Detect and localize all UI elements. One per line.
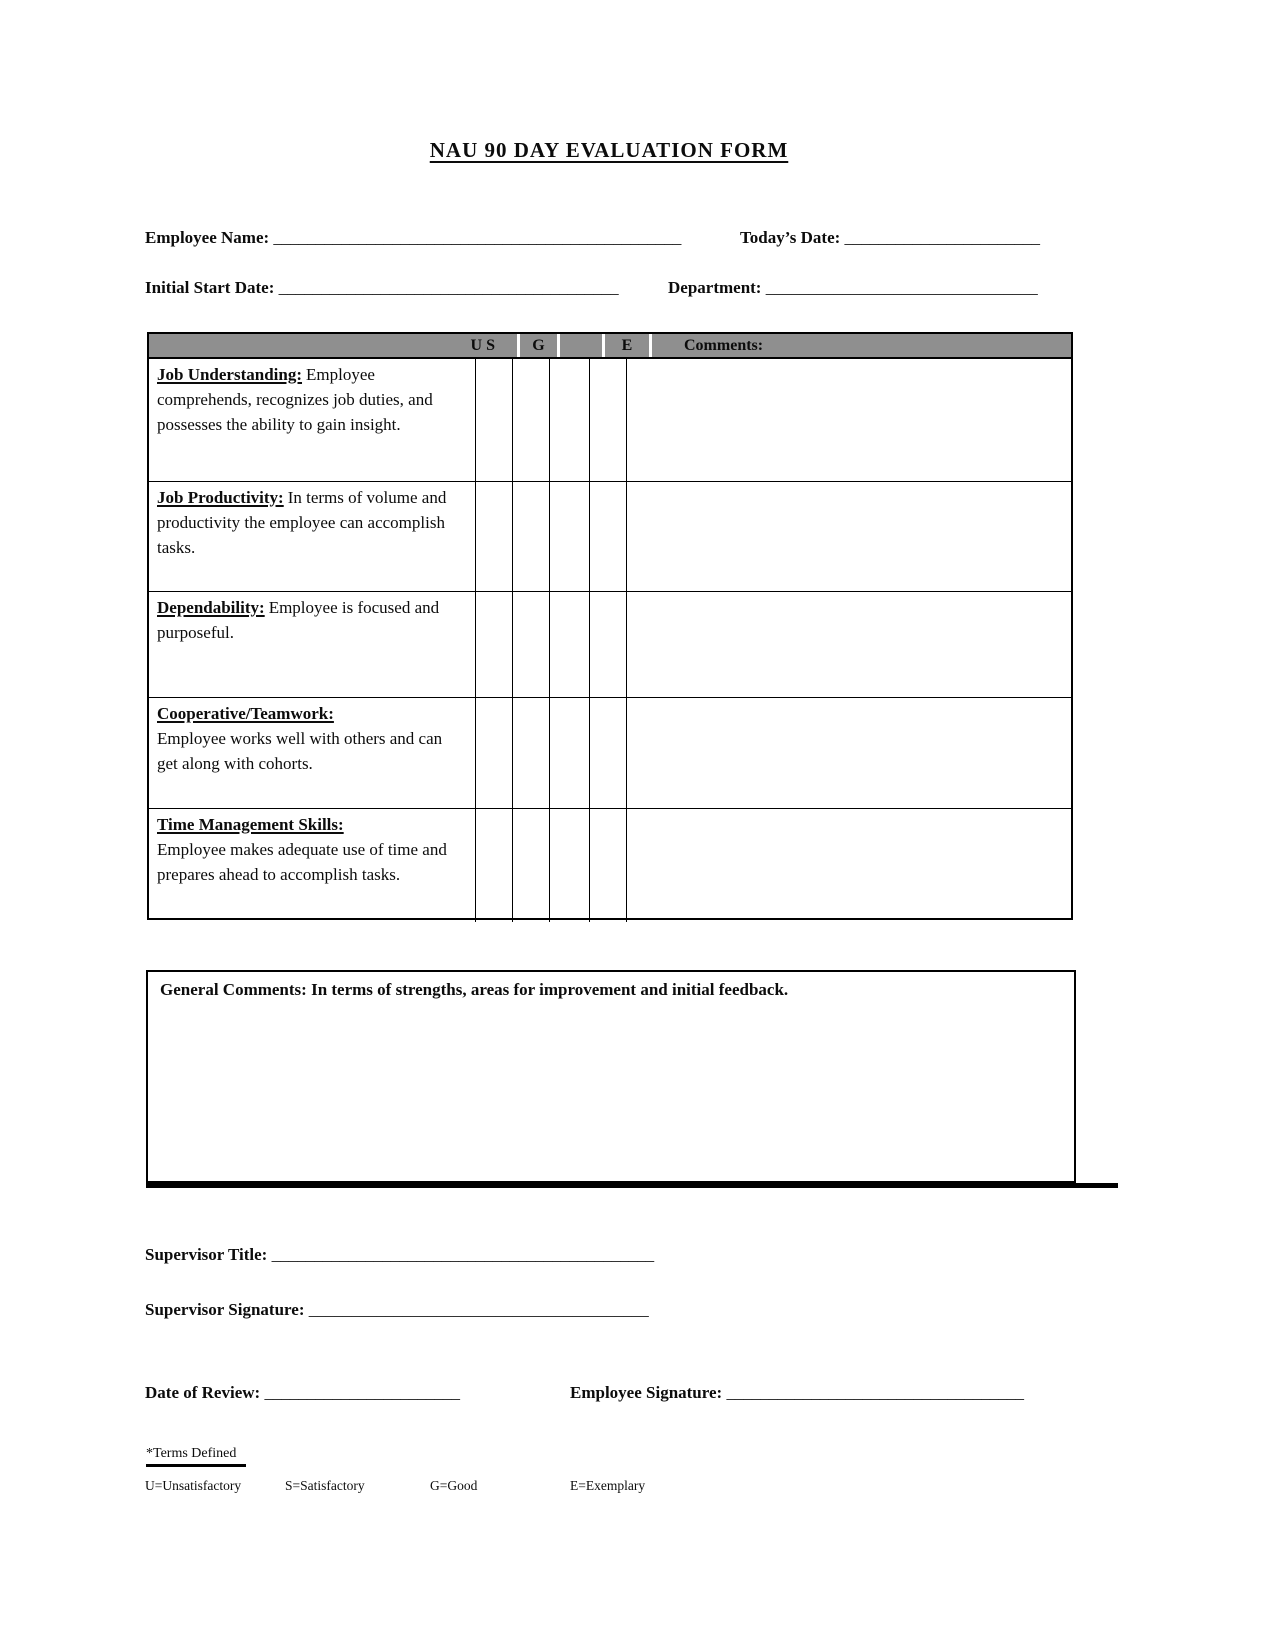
terms-legend <box>0 1478 1275 1500</box>
criteria-description: Employee makes adequate use of time and prepares ahead to accomplish tasks. <box>157 840 447 884</box>
initial-start-date-label: Initial Start Date: <box>145 278 275 297</box>
todays-date-line[interactable]: _______________________ <box>844 228 1041 247</box>
criteria-cell <box>149 809 476 922</box>
legend-item-exemplary: E=Exemplary <box>570 1478 646 1493</box>
page-title: NAU 90 DAY EVALUATION FORM <box>429 138 789 162</box>
employee-signature-label: Employee Signature: <box>570 1383 723 1402</box>
rating-cell-u[interactable] <box>476 482 513 591</box>
rating-cell-g[interactable] <box>550 592 590 697</box>
comment-cell[interactable] <box>627 482 1071 591</box>
table-row <box>149 809 1071 922</box>
rating-cell-g[interactable] <box>550 482 590 591</box>
supervisor-signature-line[interactable]: ________________________________________ <box>308 1300 649 1319</box>
employee-name-field <box>145 228 681 248</box>
date-of-review-label: Date of Review: <box>145 1383 261 1402</box>
department-label: Department: <box>668 278 762 297</box>
rating-header-e: E <box>605 334 649 357</box>
criteria-title: Dependability: <box>157 598 265 617</box>
department-line[interactable]: ________________________________ <box>765 278 1038 297</box>
comment-cell[interactable] <box>627 809 1071 922</box>
criteria-cell <box>149 698 476 808</box>
evaluation-table-body <box>149 359 1071 922</box>
legend-item-satisfactory: S=Satisfactory <box>285 1478 365 1493</box>
supervisor-title-label: Supervisor Title: <box>145 1245 268 1264</box>
general-comments-bottom-rule <box>146 1183 1118 1188</box>
comment-cell[interactable] <box>627 592 1071 697</box>
supervisor-title-field <box>145 1245 654 1265</box>
legend-item-unsatisfactory: U=Unsatisfactory <box>145 1478 242 1493</box>
general-comments-label: General Comments: In terms of strengths, areas for improvement and initial feedback. <box>160 980 789 999</box>
rating-cell-e[interactable] <box>590 482 627 591</box>
initial-start-date-line[interactable]: ________________________________________ <box>278 278 619 297</box>
rating-cell-e[interactable] <box>590 698 627 808</box>
todays-date-label: Today’s Date: <box>740 228 841 247</box>
rating-cell-g[interactable] <box>550 359 590 481</box>
criteria-description: Employee comprehends, recognizes job duties, and possesses the ability to gain insight. <box>157 365 433 434</box>
criteria-title: Time Management Skills: <box>157 815 344 834</box>
criteria-description: In terms of volume and productivity the employee can accomplish tasks. <box>157 488 447 557</box>
employee-name-line[interactable]: ________________________________________________ <box>273 228 682 247</box>
rating-cell-u[interactable] <box>476 809 513 922</box>
criteria-description: Employee works well with others and can get along with cohorts. <box>157 729 443 773</box>
department-field <box>668 278 1038 298</box>
legend-item-good: G=Good <box>430 1478 478 1493</box>
table-row <box>149 359 1071 482</box>
rating-cell-g[interactable] <box>550 809 590 922</box>
employee-signature-line[interactable]: ___________________________________ <box>726 1383 1024 1402</box>
supervisor-signature-field <box>145 1300 649 1320</box>
initial-start-date-field <box>145 278 619 298</box>
criteria-cell <box>149 482 476 591</box>
comment-cell[interactable] <box>627 359 1071 481</box>
rating-cell-u[interactable] <box>476 359 513 481</box>
supervisor-signature-label: Supervisor Signature: <box>145 1300 305 1319</box>
evaluation-table <box>147 332 1073 920</box>
rating-cell-s[interactable] <box>513 698 550 808</box>
supervisor-title-line[interactable]: _____________________________________________ <box>271 1245 655 1264</box>
general-comments-box[interactable] <box>146 970 1076 1183</box>
rating-header-row <box>149 334 1071 359</box>
rating-cell-e[interactable] <box>590 359 627 481</box>
rating-cell-s[interactable] <box>513 592 550 697</box>
table-row <box>149 592 1071 698</box>
rating-header-blank <box>560 334 602 357</box>
date-of-review-line[interactable]: _______________________ <box>264 1383 460 1402</box>
rating-cell-s[interactable] <box>513 482 550 591</box>
employee-name-label: Employee Name: <box>145 228 270 247</box>
rating-header-us: U S <box>149 334 517 357</box>
criteria-cell <box>149 592 476 697</box>
terms-defined-heading: *Terms Defined <box>146 1446 246 1467</box>
rating-cell-u[interactable] <box>476 592 513 697</box>
criteria-title: Job Productivity: <box>157 488 284 507</box>
criteria-title: Cooperative/Teamwork: <box>157 704 334 723</box>
rating-cell-g[interactable] <box>550 698 590 808</box>
criteria-description: Employee is focused and purposeful. <box>157 598 440 642</box>
rating-cell-e[interactable] <box>590 592 627 697</box>
table-row <box>149 482 1071 592</box>
comments-header: Comments: <box>652 334 1071 357</box>
rating-cell-u[interactable] <box>476 698 513 808</box>
criteria-cell <box>149 359 476 481</box>
table-row <box>149 698 1071 809</box>
rating-cell-s[interactable] <box>513 359 550 481</box>
employee-signature-field <box>570 1383 1024 1403</box>
rating-header-g: G <box>520 334 557 357</box>
rating-cell-s[interactable] <box>513 809 550 922</box>
date-of-review-field <box>145 1383 460 1403</box>
criteria-title: Job Understanding: <box>157 365 303 384</box>
rating-cell-e[interactable] <box>590 809 627 922</box>
todays-date-field <box>740 228 1040 248</box>
comment-cell[interactable] <box>627 698 1071 808</box>
